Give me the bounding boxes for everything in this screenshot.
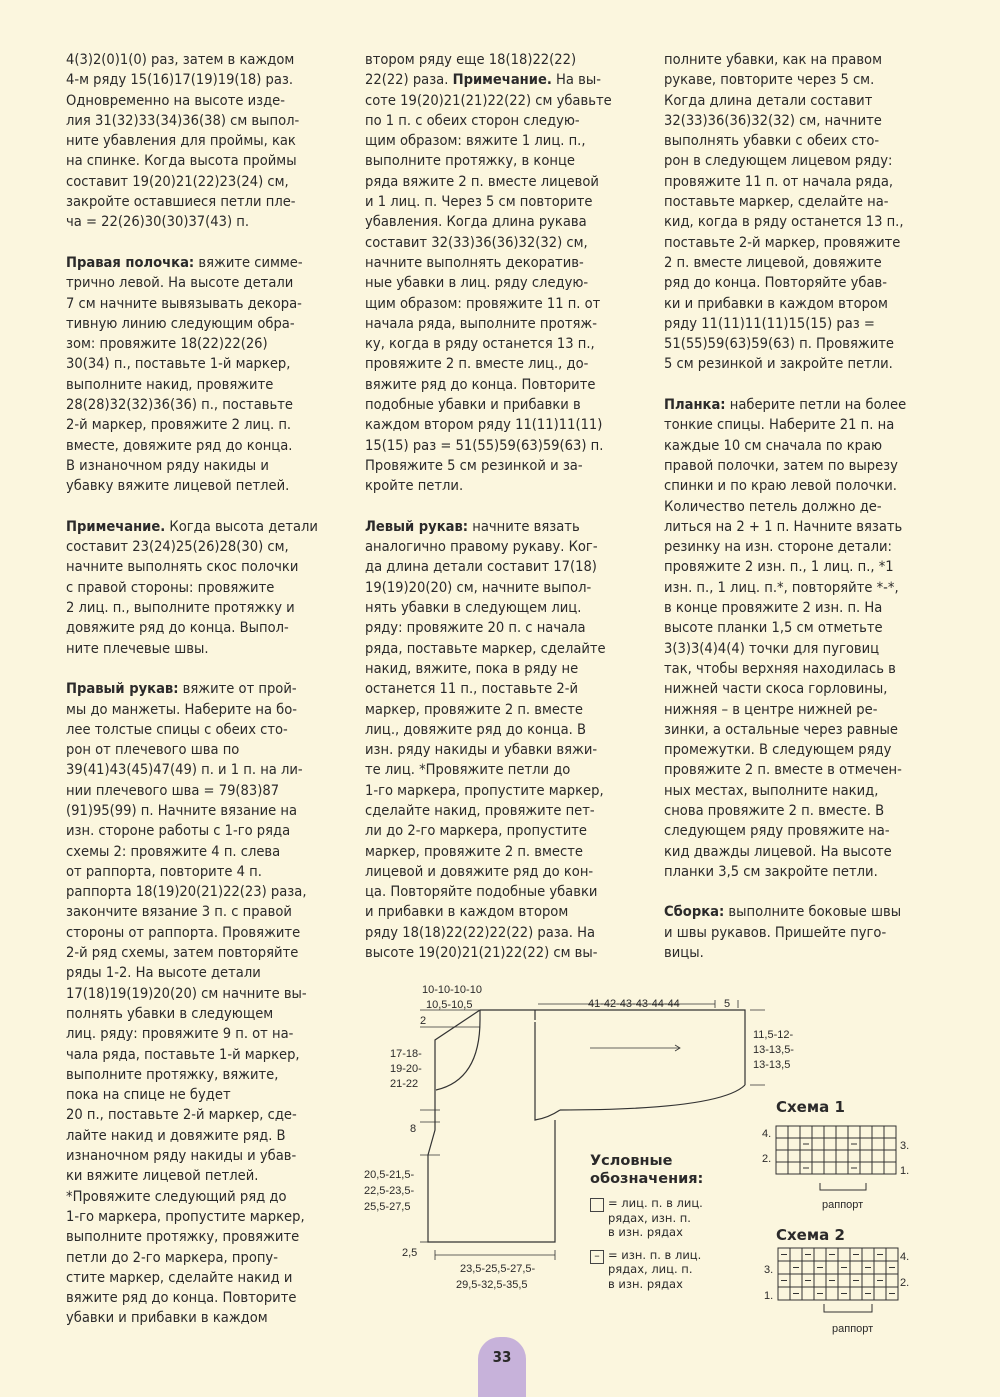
page-number: 33 bbox=[478, 1337, 526, 1397]
schema-2-title: Схема 2 bbox=[776, 1226, 845, 1244]
schema-1-rapport: раппорт bbox=[822, 1199, 864, 1211]
schema-cell bbox=[802, 1261, 814, 1274]
legend-item-label: = лиц. п. в лиц. рядах, изн. п. в изн. рядах bbox=[608, 1196, 703, 1239]
schema-cell bbox=[836, 1150, 848, 1162]
text-column-2 bbox=[365, 50, 650, 984]
armhole bbox=[535, 1022, 560, 1120]
dim-body-3: 25,5-27,5 bbox=[364, 1201, 411, 1213]
schema-cell bbox=[848, 1126, 860, 1138]
schema-cell bbox=[824, 1150, 836, 1162]
dim-left-8: 8 bbox=[410, 1123, 417, 1135]
schema-2-row-3: 3. bbox=[764, 1264, 774, 1276]
schema-cell bbox=[860, 1126, 872, 1138]
schema-cell bbox=[862, 1248, 874, 1261]
schema-cell bbox=[886, 1274, 898, 1287]
schema-cell bbox=[874, 1261, 886, 1274]
schema-2-row-1: 1. bbox=[764, 1290, 774, 1302]
dim-left-25: 2,5 bbox=[402, 1247, 418, 1259]
schema-cell bbox=[812, 1126, 824, 1138]
paragraph: Левый рукав: начните вязать аналогично правому рукаву. Ког- да длина детали составит 17(18) 19(19)20(20) см, начните выпол- нять убавки в следующем лиц. ряду: провяжите 20 п. с начала ряда, поставьте маркер, сделайте накид, вяжите, пока в ряду не останется 11 п., поставьте 2-й маркер, провяжите 2 п. вместе лиц., довяжите ряд до конца. В изн. ряду накиды и убавки вяжи- те лиц. *Провяжите петли до 1-го маркера, пропустите маркер, сделайте накид, провяжите пет- ли до 2-го маркера, пропустите маркер, провяжите 2 п. вместе лицевой и довяжите ряд до кон- ца. Повторяйте подобные убавки и прибавки в каждом втором ряду 18(18)22(22)22(22) раза. На высоте 19(20)21(21)22(22) см вы- bbox=[365, 517, 606, 962]
text-column-1 bbox=[66, 50, 356, 1349]
schema-cell bbox=[790, 1274, 802, 1287]
sleeve-top bbox=[480, 1010, 745, 1085]
schema-cell bbox=[886, 1248, 898, 1261]
schema-cell bbox=[824, 1138, 836, 1150]
legend-title: Условные обозначения: bbox=[590, 1153, 704, 1187]
schema-cell bbox=[778, 1287, 790, 1300]
schema-cell bbox=[836, 1138, 848, 1150]
dim-top-left-1: 10-10-10-10 bbox=[422, 984, 482, 996]
schema-1-title: Схема 1 bbox=[776, 1098, 845, 1116]
dim-sleeve-2: 19-20- bbox=[390, 1063, 422, 1075]
schema-cell bbox=[788, 1162, 800, 1174]
schema-cell bbox=[860, 1138, 872, 1150]
schema-cell bbox=[884, 1126, 896, 1138]
schema-1-row-4: 4. bbox=[762, 1128, 772, 1140]
paragraph: Сборка: выполните боковые швы и швы рукавов. Пришейте пуго- вицы. bbox=[664, 903, 902, 962]
paragraph: Планка: наберите петли на более тонкие спицы. Наберите 21 п. на каждые 10 см сначала по краю правой полочки, затем по вырезу спинки и по краю левой полочки. Количество петель должно де- литься на 2 + 1 п. Начните вязать резинку на изн. стороне детали: провяжите 2 изн. п., 1 лиц. п., *1 изн. п., 1 лиц. п.*, повторяйте *-*, в конце провяжите 2 изн. п. На высоте планки 1,5 см отметьте 3(3)3(4)4(4) точки для пуговиц так, чтобы верхняя находилась в нижней части скоса горловины, нижняя – в центре нижней ре- зинки, а остальные через равные промежутки. В следующем ряду провяжите 2 п. вместе в отмечен- ных местах, выполните накид, снова провяжите 2 п. вместе. В следующем ряду провяжите на- кид дважды лицевой. На высоте планки 3,5 см закройте петли. bbox=[664, 396, 907, 880]
schema-cell bbox=[884, 1162, 896, 1174]
schema-cell bbox=[776, 1138, 788, 1150]
schema-cell bbox=[848, 1150, 860, 1162]
schema-1-row-3: 3. bbox=[900, 1140, 910, 1152]
legend-item-knit bbox=[590, 1196, 703, 1240]
schema-cell bbox=[838, 1274, 850, 1287]
schema-cell bbox=[860, 1162, 872, 1174]
knit-symbol-icon bbox=[590, 1198, 604, 1212]
dim-bottom-2: 29,5-32,5-35,5 bbox=[456, 1279, 528, 1291]
schema-cell bbox=[790, 1248, 802, 1261]
schema-cell bbox=[812, 1150, 824, 1162]
schema-cell bbox=[824, 1126, 836, 1138]
schema-cell bbox=[826, 1287, 838, 1300]
schema-cell bbox=[776, 1162, 788, 1174]
text-column-3 bbox=[664, 50, 949, 984]
schema-cell bbox=[812, 1162, 824, 1174]
schema-2-rapport: раппорт bbox=[832, 1323, 874, 1335]
schema-cell bbox=[874, 1287, 886, 1300]
dim-top-right: 5 bbox=[724, 998, 731, 1010]
schema-cell bbox=[814, 1274, 826, 1287]
legend-item-purl bbox=[590, 1248, 703, 1292]
dim-top-left-2: 10,5-10,5 bbox=[426, 999, 473, 1011]
schema-cell bbox=[862, 1274, 874, 1287]
schema-cell bbox=[884, 1138, 896, 1150]
schema-cell bbox=[836, 1126, 848, 1138]
paragraph: полните убавки, как на правом рукаве, повторите через 5 см. Когда длина детали составит 32(33)36(36)32(32) см, начните выполнять убавки с обеих сто- рон в следующем лицевом ряду: провяжите 11 п. от начала ряда, поставьте маркер, сделайте на- кид, когда в ряду останется 13 п., поставьте 2-й маркер, провяжите 2 п. вместе лицевой, довяжите ряд до конца. Повторяйте убав- ки и прибавки в каждом втором ряду 11(11)11(11)15(15) раз = 51(55)59(63)59(63) п. Провяжите 5 см резинкой и закройте петли. bbox=[664, 51, 904, 373]
schema-1-row-1: 1. bbox=[900, 1165, 910, 1177]
dim-left-2: 2 bbox=[420, 1015, 427, 1027]
paragraph: Примечание. Когда высота детали составит 23(24)25(26)28(30) см, начните выполнять скос полочки с правой стороны: провяжите 2 лиц. п., выполните протяжку и довяжите ряд до конца. Выпол- ните плечевые швы. bbox=[66, 517, 318, 657]
schema-1-grid bbox=[762, 1120, 922, 1210]
schema-2-grid bbox=[762, 1246, 922, 1346]
schema-cell bbox=[872, 1162, 884, 1174]
legend-item-label: = изн. п. в лиц. рядах, лиц. п. в изн. рядах bbox=[608, 1247, 702, 1291]
schema-cell bbox=[836, 1162, 848, 1174]
schema-cell bbox=[776, 1150, 788, 1162]
schema-cell bbox=[788, 1150, 800, 1162]
paragraph: Правый рукав: вяжите от прой- мы до манжеты. Наберите на бо- лее толстые спицы с обеих сто- рон от плечевого шва по 39(41)43(45)47(49) п. и 1 п. на ли- нии плечевого шва = 79(83)87 (91)95(99) п. Начните вязание на изн. стороне работы с 1-го ряда схемы 2: провяжите 4 п. слева от раппорта, повторите 4 п. раппорта 18(19)20(21)22(23) раза, закончите вязание 3 п. с правой стороны от раппорта. Провяжите 2-й ряд схемы, затем повторяйте ряды 1-2. На высоте детали 17(18)19(19)20(20) см начните вы- полнять убавки в следующем лиц. ряду: провяжите 9 п. от на- чала ряда, поставьте 1-й маркер, выполните протяжку, вяжите, пока на спице не будет 20 п., поставьте 2-й маркер, сде- лайте накид и довяжите ряд. В изнаночном ряду накиды и убав- ки вяжите лицевой петлей. *Провяжите следующий ряд до 1-го маркера, пропустите маркер, выполните протяжку, провяжите петли до 2-го маркера, пропу- стите маркер, сделайте накид и вяжите ряд до конца. Повторите убавки и прибавки в каждом bbox=[66, 680, 307, 1327]
purl-symbol-icon: – bbox=[590, 1250, 604, 1264]
schema-cell bbox=[872, 1126, 884, 1138]
body-outline bbox=[428, 1010, 555, 1242]
dim-right-3: 13-13,5 bbox=[753, 1059, 791, 1071]
schema-cell bbox=[826, 1261, 838, 1274]
schema-cell bbox=[800, 1126, 812, 1138]
paragraph: Правая полочка: вяжите симме- трично левой. На высоте детали 7 см начните вывязывать декора- тивную линию следующим обра- зом: провяжите 18(22)22(26) 30(34) п., поставьте 1-й маркер, выполните накид, провяжите 28(28)32(32)36(36) п., поставьте 2-й маркер, провяжите 2 лиц. п. вместе, довяжите ряд до конца. В изнаночном ряду накиды и убавку вяжите лицевой петлей. bbox=[66, 253, 303, 495]
neckline bbox=[436, 1020, 480, 1090]
dim-top-mid: 41-42-43-43-44-44 bbox=[588, 998, 680, 1010]
dim-right-1: 11,5-12- bbox=[753, 1029, 794, 1041]
dim-sleeve-3: 21-22 bbox=[390, 1078, 419, 1090]
legend bbox=[590, 1152, 703, 1291]
schema-cell bbox=[824, 1162, 836, 1174]
pattern-diagram bbox=[360, 980, 794, 1300]
schema-cell bbox=[800, 1150, 812, 1162]
sleeve-bottom bbox=[560, 1085, 745, 1110]
schema-cell bbox=[838, 1248, 850, 1261]
schema-cell bbox=[788, 1138, 800, 1150]
dim-sleeve-1: 17-18- bbox=[390, 1048, 422, 1060]
paragraph: втором ряду еще 18(18)22(22) 22(22) раза. Примечание. На вы- соте 19(20)21(21)22(22) см убавьте по 1 п. с обеих сторон следую- щим образом: вяжите 1 лиц. п., выполните протяжку, в конце ряда вяжите 2 п. вместе лицевой и 1 лиц. п. Через 5 см повторите убавления. Когда длина рукава составит 32(33)36(36)32(32) см, начните выполнять декоратив- ные убавки в лиц. ряду следую- щим образом: провяжите 11 п. от начала ряда, выполните протяж- ку, когда в ряду останется 13 п., провяжите 2 п. вместе лиц., до- вяжите ряд до конца. Повторите подобные убавки и прибавки в каждом втором ряду 11(11)11(11) 15(15) раз = 51(55)59(63)59(63) п. Провяжите 5 см резинкой и за- кройте петли. bbox=[365, 51, 612, 495]
schema-cell bbox=[860, 1150, 872, 1162]
schema-cell bbox=[872, 1138, 884, 1150]
dim-body-2: 22,5-23,5- bbox=[364, 1185, 415, 1197]
schema-2-row-4: 4. bbox=[900, 1251, 910, 1263]
schema-cell bbox=[778, 1261, 790, 1274]
dim-right-2: 13-13,5- bbox=[753, 1044, 794, 1056]
schema-cell bbox=[802, 1287, 814, 1300]
schema-cell bbox=[850, 1287, 862, 1300]
schema-cell bbox=[814, 1248, 826, 1261]
dim-body-1: 20,5-21,5- bbox=[364, 1169, 415, 1181]
schema-cell bbox=[872, 1150, 884, 1162]
schema-2-row-2: 2. bbox=[900, 1277, 910, 1289]
schema-cell bbox=[812, 1138, 824, 1150]
schema-1-row-2: 2. bbox=[762, 1153, 772, 1165]
schema-cell bbox=[788, 1126, 800, 1138]
paragraph: 4(3)2(0)1(0) раз, затем в каждом 4-м ряду 15(16)17(19)19(18) раз. Одновременно на высоте изде- лия 31(32)33(34)36(38) см выпол- ните убавления для проймы, как на спинке. Когда высота проймы составит 19(20)21(22)23(24) см, закройте оставшиеся петли пле- ча = 22(26)30(30)37(43) п. bbox=[66, 51, 300, 231]
schema-cell bbox=[850, 1261, 862, 1274]
schema-cell bbox=[776, 1126, 788, 1138]
dim-bottom-1: 23,5-25,5-27,5- bbox=[460, 1263, 536, 1275]
schema-cell bbox=[884, 1150, 896, 1162]
